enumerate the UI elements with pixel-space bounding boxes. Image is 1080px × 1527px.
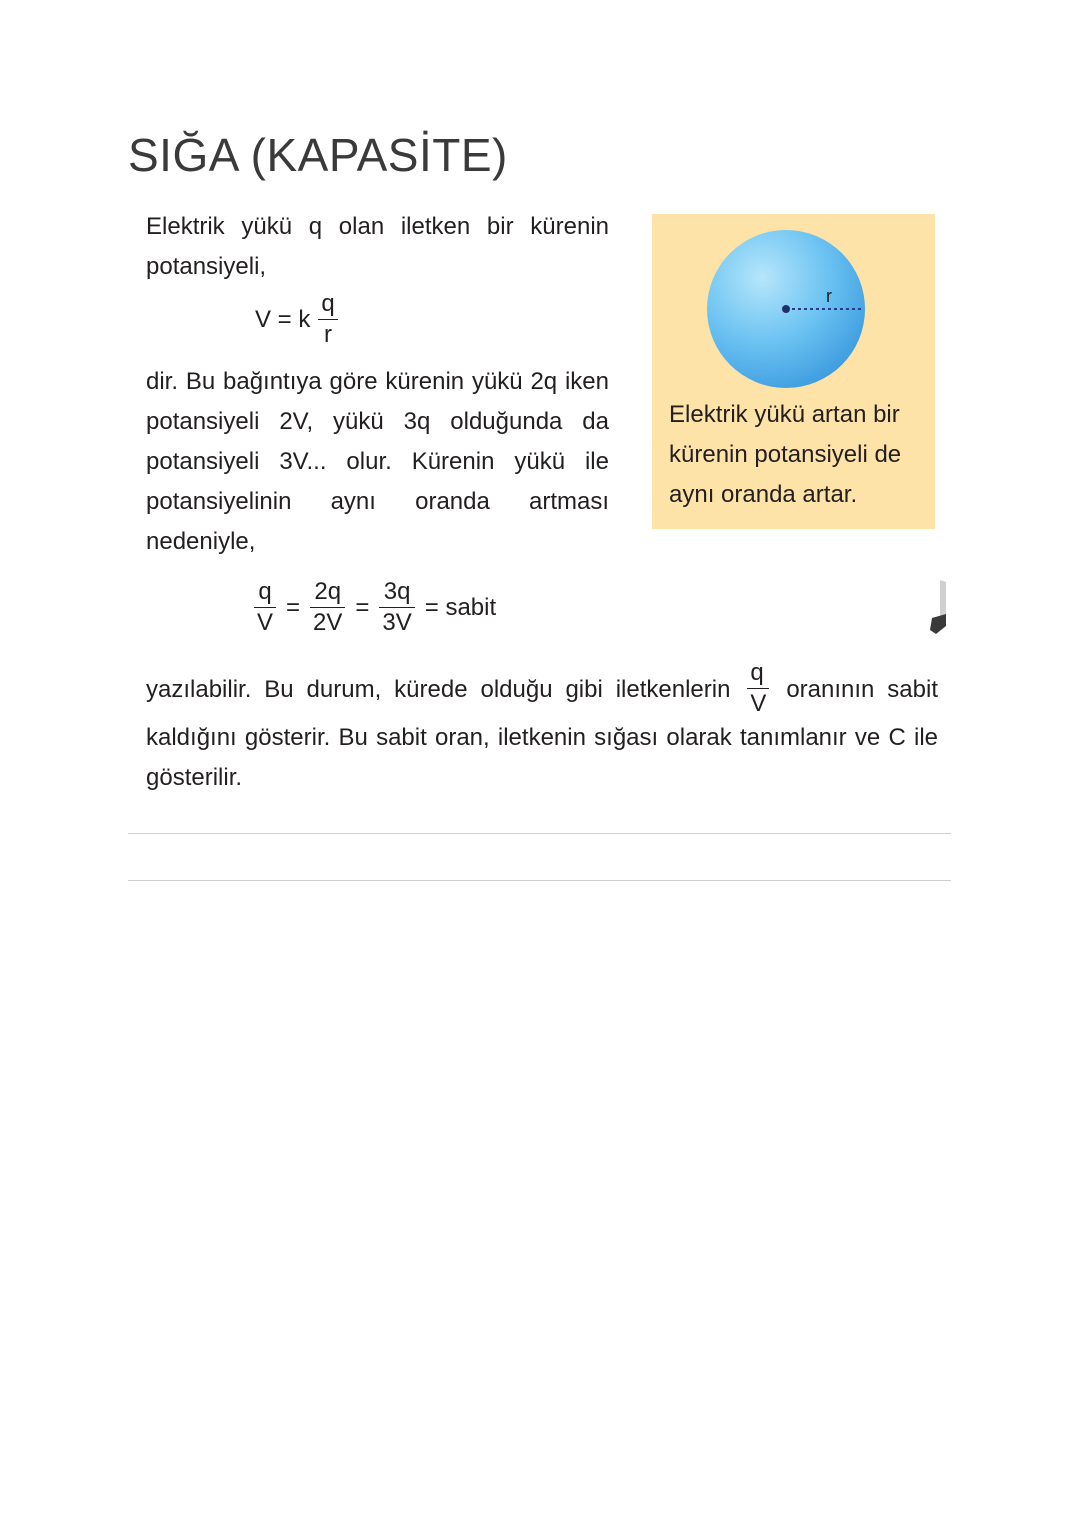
fraction-numerator: 2q (310, 580, 345, 608)
page-title: SIĞA (KAPASİTE) (128, 129, 508, 181)
fraction-q-over-v (254, 580, 276, 635)
equals-sign: = (286, 593, 301, 621)
sphere-center-dot (782, 305, 790, 313)
divider-line (128, 833, 951, 834)
conclusion-paragraph (146, 659, 938, 798)
sphere-illustration (652, 214, 935, 394)
fraction-2q-over-2v (310, 580, 345, 635)
conclusion-after: oranının sabit kaldığını gösterir. Bu sabit oran, iletkenin sığası olarak tanımlanır ve C ile gösterilir. (146, 675, 938, 791)
fraction-denominator: 2V (313, 609, 343, 636)
fraction-denominator: V (257, 609, 274, 636)
sphere-figure-box (652, 214, 935, 529)
fraction-numerator: 3q (379, 580, 414, 608)
fraction-numerator: q (747, 661, 769, 689)
figure-caption: Elektrik yükü artan bir kürenin potansiyeli de aynı oranda artar. (669, 401, 902, 508)
fraction-q-over-r (318, 292, 337, 347)
conclusion-before: yazılabilir. Bu durum, kürede olduğu gibi iletkenlerin (146, 675, 731, 703)
potential-formula (255, 292, 342, 347)
intro-paragraph: Elektrik yükü q olan iletken bir kürenin potansiyeli, (146, 213, 609, 280)
fraction-numerator: q (254, 580, 276, 608)
formula-tail: = sabit (424, 593, 497, 621)
fraction-3q-over-3v (379, 580, 414, 635)
formula-lhs: V = k (255, 305, 311, 333)
divider-line (128, 880, 951, 881)
ratio-formula (250, 580, 496, 635)
middle-paragraph: dir. Bu bağıntıya göre kürenin yükü 2q iken potansiyeli 2V, yükü 3q olduğunda da potansiyeli 3V... olur. Kürenin yükü ile potansiyelinin aynı oranda artması nedeniyle, (146, 368, 609, 555)
equals-sign: = (355, 593, 370, 621)
inline-fraction-q-over-v (747, 661, 769, 716)
radius-label: r (826, 286, 832, 306)
fraction-denominator: r (324, 321, 333, 348)
fraction-denominator: 3V (382, 609, 412, 636)
pencil-icon (926, 578, 948, 636)
fraction-numerator: q (318, 292, 337, 320)
fraction-denominator: V (750, 690, 767, 717)
